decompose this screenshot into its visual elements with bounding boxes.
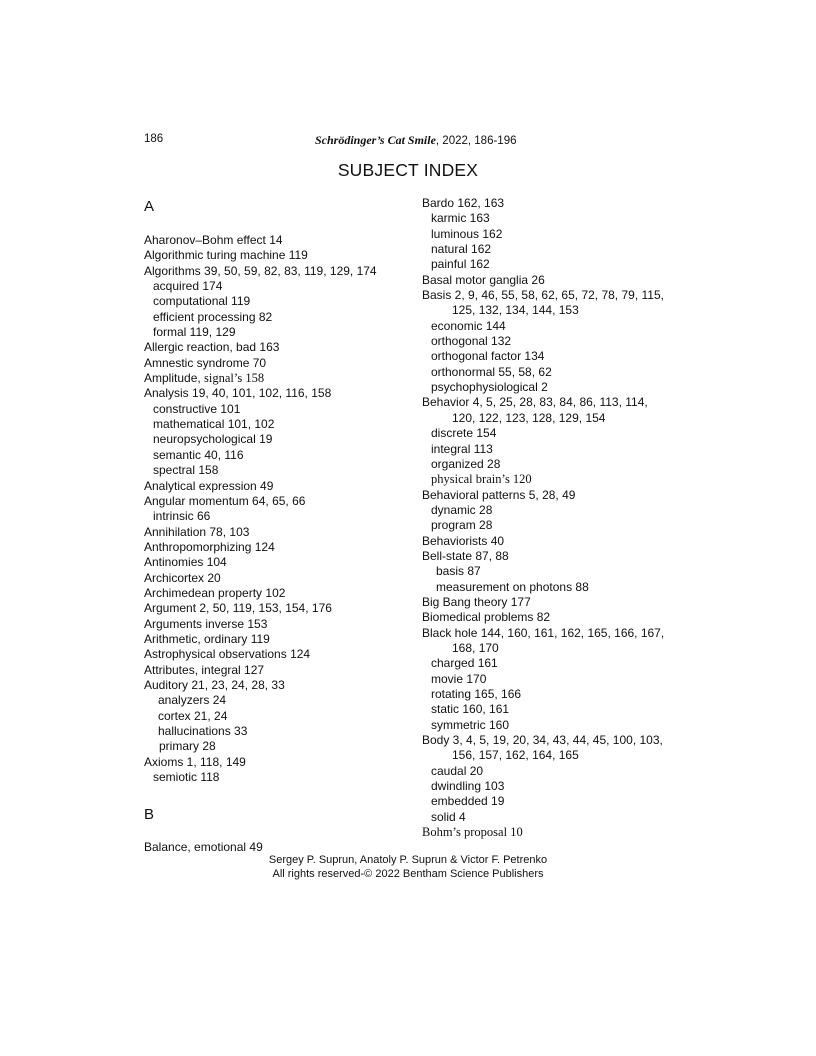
index-entry: Analysis 19, 40, 101, 102, 116, 158 [144, 386, 332, 401]
page-title: SUBJECT INDEX [337, 160, 479, 180]
index-entry: Behaviorists 40 [422, 533, 505, 548]
section-letter-b: B [144, 806, 155, 824]
index-entry: Black hole 144, 160, 161, 162, 165, 166, 167, [422, 625, 665, 640]
index-subentry: psychophysiological 2 [431, 380, 548, 395]
section-letter-a: A [144, 198, 155, 215]
left-column [144, 196, 414, 856]
index-subentry: hallucinations 33 [158, 724, 248, 738]
index-entry: Algorithmic turing machine 119 [144, 248, 308, 263]
index-entry: Bohm’s proposal 10 [422, 825, 523, 840]
index-entry-continuation: 125, 132, 134, 144, 153 [452, 303, 579, 318]
index-subentry: measurement on photons 88 [436, 579, 589, 594]
running-header [315, 133, 517, 148]
index-entry: Archimedean property 102 [144, 585, 286, 600]
index-entry: Algorithms 39, 50, 59, 82, 83, 119, 129, 174 [144, 263, 377, 278]
index-entry: Basis 2, 9, 46, 55, 58, 62, 65, 72, 78, 79, 115, [422, 288, 664, 303]
index-entry: Behavior 4, 5, 25, 28, 83, 84, 86, 113, 114, [422, 395, 648, 410]
index-entry: Argument 2, 50, 119, 153, 154, 176 [144, 601, 332, 616]
journal-issue: , 2022, 186-196 [435, 135, 517, 147]
index-subentry: orthonormal 55, 58, 62 [431, 364, 552, 379]
index-subentry: cortex 21, 24 [158, 708, 228, 723]
index-subentry: rotating 165, 166 [431, 687, 522, 701]
index-subentry: integral 113 [431, 441, 493, 456]
index-entry: Arithmetic, ordinary 119 [144, 631, 270, 646]
index-entry: Analytical expression 49 [144, 478, 274, 493]
index-subentry: symmetric 160 [431, 717, 510, 732]
index-subentry: program 28 [431, 518, 493, 533]
right-column [422, 196, 692, 840]
entry-text-serif: signal’s 158 [204, 371, 265, 386]
index-subentry: acquired 174 [153, 279, 223, 294]
index-entry [144, 371, 414, 386]
index-subentry: mathematical 101, 102 [153, 417, 275, 432]
index-subentry: computational 119 [153, 294, 251, 309]
index-entry-continuation: 168, 170 [452, 640, 499, 655]
index-subentry: dwindling 103 [431, 779, 505, 794]
footer-copyright: All rights reserved-© 2022 Bentham Science Publishers [272, 868, 544, 880]
index-entry: Aharonov–Bohm effect 14 [144, 233, 283, 247]
index-subentry: basis 87 [436, 564, 481, 579]
index-entry: Big Bang theory 177 [422, 594, 531, 609]
index-subentry: solid 4 [431, 809, 466, 824]
index-entry: Biomedical problems 82 [422, 610, 551, 625]
index-subentry: caudal 20 [431, 763, 484, 778]
index-entry: Basal motor ganglia 26 [422, 272, 545, 287]
index-subentry: semiotic 118 [153, 770, 220, 785]
index-entry: Arguments inverse 153 [144, 616, 268, 631]
index-entry: Balance, emotional 49 [144, 840, 263, 855]
index-subentry: physical brain’s 120 [431, 472, 532, 487]
index-entry: Bell-state 87, 88 [422, 548, 509, 563]
index-subentry: karmic 163 [431, 211, 490, 226]
index-subentry: neuropsychological 19 [153, 432, 273, 447]
index-entry: Archicortex 20 [144, 570, 221, 585]
index-subentry: dynamic 28 [431, 502, 493, 517]
index-entry-continuation: 120, 122, 123, 128, 129, 154 [452, 410, 606, 425]
index-subentry: embedded 19 [431, 794, 505, 809]
index-subentry: discrete 154 [431, 426, 497, 441]
index-subentry: orthogonal 132 [431, 334, 512, 349]
index-entry: Bardo 162, 163 [422, 196, 505, 210]
index-subentry: painful 162 [431, 257, 490, 272]
entry-text: Amplitude, [144, 371, 205, 386]
index-subentry: movie 170 [431, 671, 487, 686]
index-subentry: formal 119, 129 [153, 325, 236, 340]
page-number: 186 [144, 133, 164, 145]
index-entry-continuation: 156, 157, 162, 164, 165 [452, 748, 579, 763]
index-entry: Allergic reaction, bad 163 [144, 340, 280, 355]
index-entry: Body 3, 4, 5, 19, 20, 34, 43, 44, 45, 100, 103, [422, 733, 663, 748]
index-subentry: constructive 101 [153, 401, 241, 416]
footer-authors: Sergey P. Suprun, Anatoly P. Suprun & Victor F. Petrenko [268, 854, 548, 866]
index-entry: Astrophysical observations 124 [144, 647, 311, 662]
page-footer [0, 853, 816, 881]
index-subentry: organized 28 [431, 456, 501, 471]
index-subentry: orthogonal factor 134 [431, 349, 545, 364]
index-subentry: spectral 158 [153, 463, 219, 478]
index-entry: Angular momentum 64, 65, 66 [144, 493, 306, 508]
index-subentry: intrinsic 66 [153, 509, 211, 524]
index-entry: Anthropomorphizing 124 [144, 539, 275, 554]
index-subentry: economic 144 [431, 318, 506, 333]
index-subentry: charged 161 [431, 656, 498, 671]
index-subentry: static 160, 161 [431, 702, 510, 717]
index-entry: Antinomies 104 [144, 555, 227, 570]
index-subentry: efficient processing 82 [153, 309, 273, 324]
index-entry: Axioms 1, 118, 149 [144, 754, 246, 769]
index-entry: Behavioral patterns 5, 28, 49 [422, 487, 576, 502]
index-entry: Attributes, integral 127 [144, 662, 265, 677]
index-subentry: luminous 162 [431, 226, 503, 241]
index-subentry: natural 162 [431, 242, 492, 257]
index-subentry: analyzers 24 [158, 693, 227, 708]
index-entry: Annihilation 78, 103 [144, 524, 250, 539]
index-subentry: primary 28 [159, 739, 216, 754]
journal-title: Schrödinger’s Cat Smile [315, 133, 436, 147]
index-entry: Auditory 21, 23, 24, 28, 33 [144, 677, 285, 692]
index-entry: Amnestic syndrome 70 [144, 355, 267, 370]
index-subentry: semantic 40, 116 [153, 447, 244, 462]
